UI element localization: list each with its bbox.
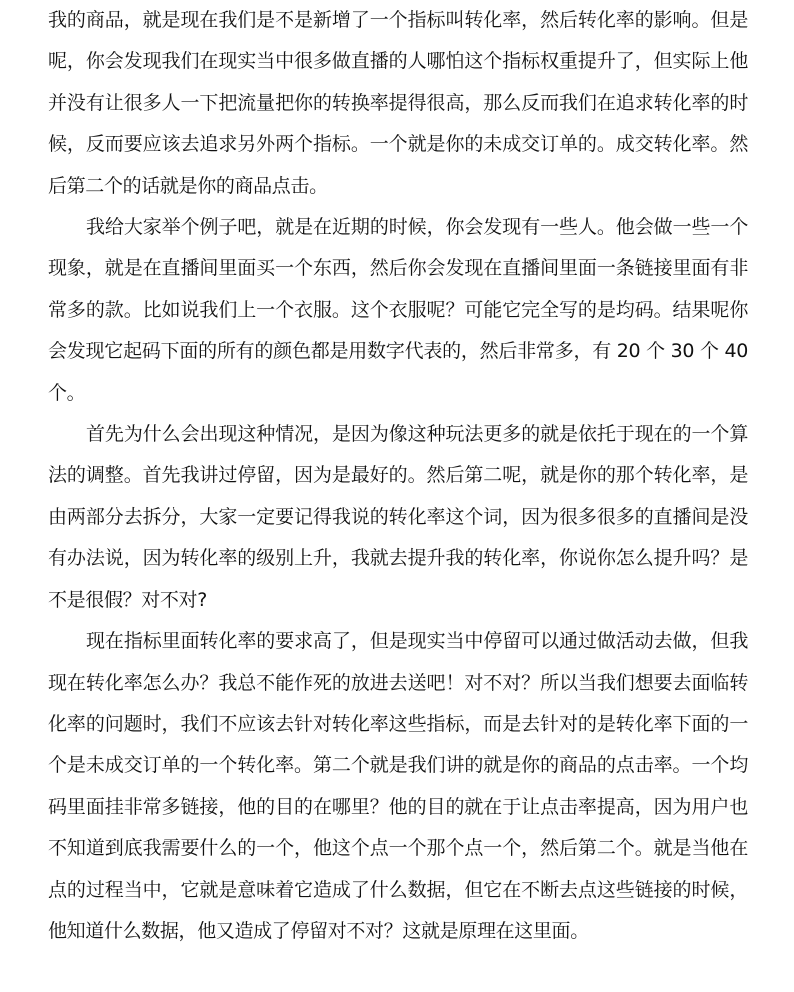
paragraph-2: 我给大家举个例子吧，就是在近期的时候，你会发现有一些人。他会做一些一个现象，就是在直播间里面买一个东西，然后你会发现在直播间里面一条链接里面有非常多的款。比如说我们上一个衣服。这个衣服呢？可能它完全写的是均码。结果呢你会发现它起码下面的所有的颜色都是用数字代表的，然后非常多，有 20 个 30 个 40 个。 xyxy=(48,216,748,404)
paragraph-1: 我的商品，就是现在我们是不是新增了一个指标叫转化率，然后转化率的影响。但是呢，你会发现我们在现实当中很多做直播的人哪怕这个指标权重提升了，但实际上他并没有让很多人一下把流量把你的转换率提得很高，那么反而我们在追求转化率的时候，反而要应该去追求另外两个指标。一个就是你的未成交订单的。成交转化率。然后第二个的话就是你的商品点击。 xyxy=(48,9,748,197)
document-page xyxy=(48,0,748,952)
paragraph-3: 首先为什么会出现这种情况，是因为像这种玩法更多的就是依托于现在的一个算法的调整。首先我讲过停留，因为是最好的。然后第二呢，就是你的那个转化率，是由两部分去拆分，大家一定要记得我说的转化率这个词，因为很多很多的直播间是没有办法说，因为转化率的级别上升，我就去提升我的转化率，你说你怎么提升吗？是不是很假？对不对? xyxy=(48,423,748,611)
paragraph-4: 现在指标里面转化率的要求高了，但是现实当中停留可以通过做活动去做，但我现在转化率怎么办？我总不能作死的放进去送吧！对不对？所以当我们想要去面临转化率的问题时，我们不应该去针对转化率这些指标，而是去针对的是转化率下面的一个是未成交订单的一个转化率。第二个就是我们讲的就是你的商品的点击率。一个均码里面挂非常多链接，他的目的在哪里？他的目的就在于让点击率提高，因为用户也不知道到底我需要什么的一个，他这个点一个那个点一个，然后第二个。就是当他在点的过程当中，它就是意味着它造成了什么数据，但它在不断去点这些链接的时候，他知道什么数据，他又造成了停留对不对？这就是原理在这里面。 xyxy=(48,630,748,942)
